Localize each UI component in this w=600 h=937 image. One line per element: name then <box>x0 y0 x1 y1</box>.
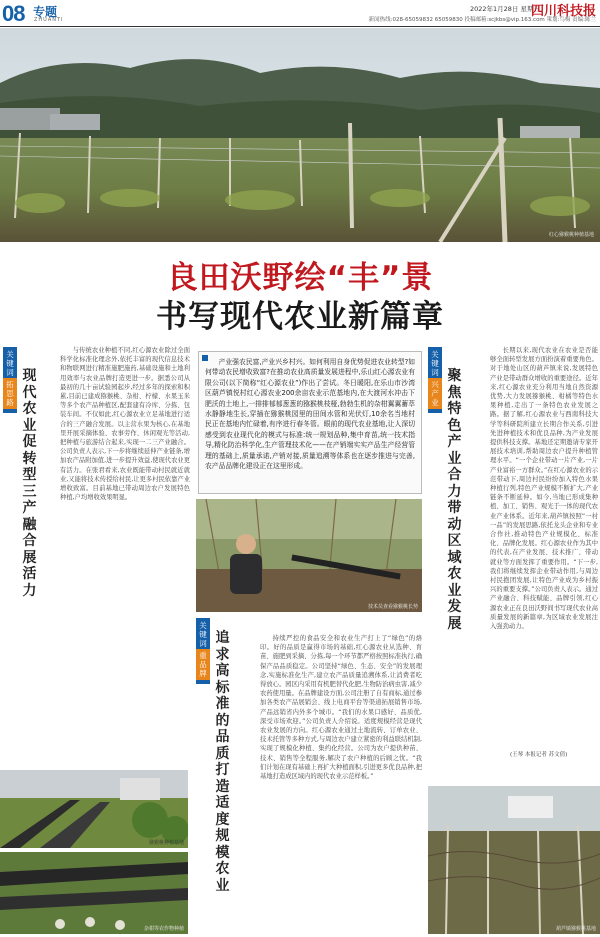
photo-bottom-right <box>428 786 600 934</box>
section-body-2: 持续严控的食品安全和农业生产打上了“绿色”的烙印。好的品质是赢得市场的基础,红心源农业从选种、育苗、施肥到采摘、分拣,每一个环节都严格按照标准执行,确保产品品质稳定。公司坚持“绿色、生态、安全”的发展理念,实施标准化生产,建立农产品质量追溯体系,让消费者吃得放心。园区内采用有机肥替代化肥,生物防治病虫害,减少农药使用量。在品牌建设方面,公司注册了自有商标,通过参加各类农产品展销会、线上电商平台等渠道拓展销售市场,产品远销省内外多个城市。“我们的水果口感好、品质优,深受市场欢迎。”公司负责人介绍说。适度规模经营是现代农业发展的方向。红心源农业通过土地流转、订单农业、技术托管等多种方式,与周边农户建立紧密的利益联结机制,实现了规模化种植、集约化经营。公司为农户提供种苗、技术、销售等全程服务,解决了农户种植的后顾之忧。“我们计划在现有基础上再扩大种植面积,引进更多优良品种,把基地打造成区域内的现代农业示范样板。” <box>260 635 422 781</box>
section-body-3: 长期以来,现代农业在农业是否能够全面转型发展方面扮演着重要角色。对于地处山区的葫芦镇来说,发展特色产业是带动群众增收的重要途径。近年来,红心源农业充分利用当地自然资源优势,大力发展猕猴桃、柑橘等特色水果种植,走出了一条特色农业发展之路。据了解,红心源农业与西南科技大学等科研院所建立长期合作关系,引进先进种植技术和优良品种,为产业发展提供科技支撑。基地还定期邀请专家开展技术培训,帮助周边农户提升种植管理水平。“一个企业带动一片产业,一片产业富裕一方群众。”在红心源农业的示范带动下,周边村民纷纷加入特色水果种植行列,特色产业规模不断扩大,产业链条不断延伸。如今,当地已形成集种植、加工、销售、观光于一体的现代农业产业体系。近年来,葫芦镇按照“一村一品”的发展思路,依托龙头企业和专业合作社,推动特色产业规模化、标准化、品牌化发展。红心源农业作为其中的代表,在产业发展、技术推广、带动就业等方面发挥了重要作用。“下一步,我们将继续发挥企业带动作用,与周边村民抱团发展,让特色产业成为乡村振兴的重要支撑。”公司负责人表示。通过产业融合、科技赋能、品牌引领,红心源农业正在良田沃野间书写现代农业高质量发展的新篇章,为区域农业发展注入强劲动力。 <box>490 347 598 631</box>
field-rows-illustration <box>0 852 188 934</box>
headline-line2: 书写现代农业新篇章 <box>156 299 444 335</box>
bottom-right-caption: 葫芦镇猕猴桃基地 <box>555 926 596 932</box>
section-heading-1: 现代农业促转型 三产融合展活力 <box>22 368 37 599</box>
keyword-label-1 <box>3 347 17 413</box>
keyword-tag: 重品牌 <box>196 649 210 680</box>
bottom-left-caption-1: 猕猴桃种植基地 <box>148 840 184 846</box>
section-name: 专题 <box>33 5 58 19</box>
contact-line: 新闻热线:028-65059832 65059830 投稿邮箱:scjkbs@vip.163.com 策划:鸟梅 责编:陈兰 <box>368 17 596 23</box>
byline: (王琴 本报记者 苏文倩) <box>510 752 568 758</box>
page-number: 08 <box>2 1 25 26</box>
keyword-label-text: 关键词 <box>199 621 207 648</box>
photo-bottom-left-1 <box>0 770 188 848</box>
keyword-label-3 <box>428 347 442 413</box>
keyword-tag: 拓思路 <box>3 378 17 409</box>
technician-illustration <box>196 499 422 612</box>
orchard-illustration <box>0 28 600 242</box>
issue-date: 2022年1月28日 星期五 <box>469 5 540 13</box>
keyword-label-text: 关键词 <box>6 350 14 377</box>
orchard-rows-illustration <box>0 770 188 848</box>
keyword-label-text: 关键词 <box>431 350 439 377</box>
top-photo-caption: 红心猕猴桃种植基地 <box>548 232 594 238</box>
keyword-tag: 兴产业 <box>428 378 442 409</box>
page-header <box>0 0 600 27</box>
bottom-left-caption-2: 杂柑等农作物种植 <box>143 926 184 932</box>
section-pinyin: ZHUANTI <box>34 17 64 23</box>
top-photo-orchard <box>0 28 600 242</box>
headline-line1: 良田沃野绘“丰”景 <box>166 260 434 296</box>
section-heading-2: 追求高标准的品质 打造适度规模农业 <box>215 630 230 894</box>
mid-photo-caption: 技术员查看猕猴桃长势 <box>367 604 418 610</box>
photo-technician <box>196 499 422 612</box>
newspaper-name: 四川科技报 <box>530 4 596 19</box>
section-heading-3: 聚焦特色产业合力 带动区域农业发展 <box>447 368 462 632</box>
lead-paragraph: 产业强农民富,产业兴乡村兴。如何利用自身优势促进农业转型?如何带动农民增收致富?在推动农业高质量发展进程中,乐山红心源农业有限公司(以下简称“红心源农业”)作出了尝试。冬日暖阳,在乐山市沙湾区葫芦镇悦村红心源农业200余亩农业示范基地内,在大渡河水冲击下肥沃的土地上,一排排郁郁葱葱的猕猴桃枝桠,勃勃生机的杂柑翼翼蓄萃水静静地生长,穿插在猕猴桃园里的田间水管和光伏灯,10余名当地村民正在基地内忙碌着,有序进行春冬管。眼前的现代农业基地,让人深切感受到农业现代化的模式与标准:统一规划品种,集中育苗,统一技术指导,精化防治科学化,生产管理技术化——在产销端实实产品生产经营管理的基础上,质量承诺,产销对接,质量追溯等体系也在逐步推进与完善,农产品品牌化建设正在这里形成。 <box>198 351 422 494</box>
keyword-label-2 <box>196 618 210 684</box>
section-body-1: 与传统农业种植不同,红心源农业除过全面科学化标准化理念外,依托丰富的现代信息技术和物联网进行精准施肥施药,基础设施和土地利用效率与农业品牌打造更进一步。据悉公司从最初的几十亩试验园起步,经过多年的探索和积累,目前已建成猕猴桃、杂柑、柠檬、水果玉米等多个农产品种植区,配套建有冷库、分拣、包装车间。不仅如此,红心源农业立足基地进行适合的三产融合发展。以主营水果为核心,在基地里开展采摘体验、农事劳作、休闲观光等活动,把种植与旅游结合起来,实现一二三产业融合。公司负责人表示,下一步将继续延伸产业链条,增加农产品附加值,进一步提升效益,使现代农业更有活力。在张君看来,农业既能带动村民就近就业,又能将技术传授给村民,让更多村民依靠产业增收致富。目前基地已带动周边农户发展特色种植,户均增收效果明显。 <box>60 347 190 502</box>
kiwi-orchard-illustration <box>428 786 600 934</box>
photo-bottom-left-2 <box>0 852 188 934</box>
